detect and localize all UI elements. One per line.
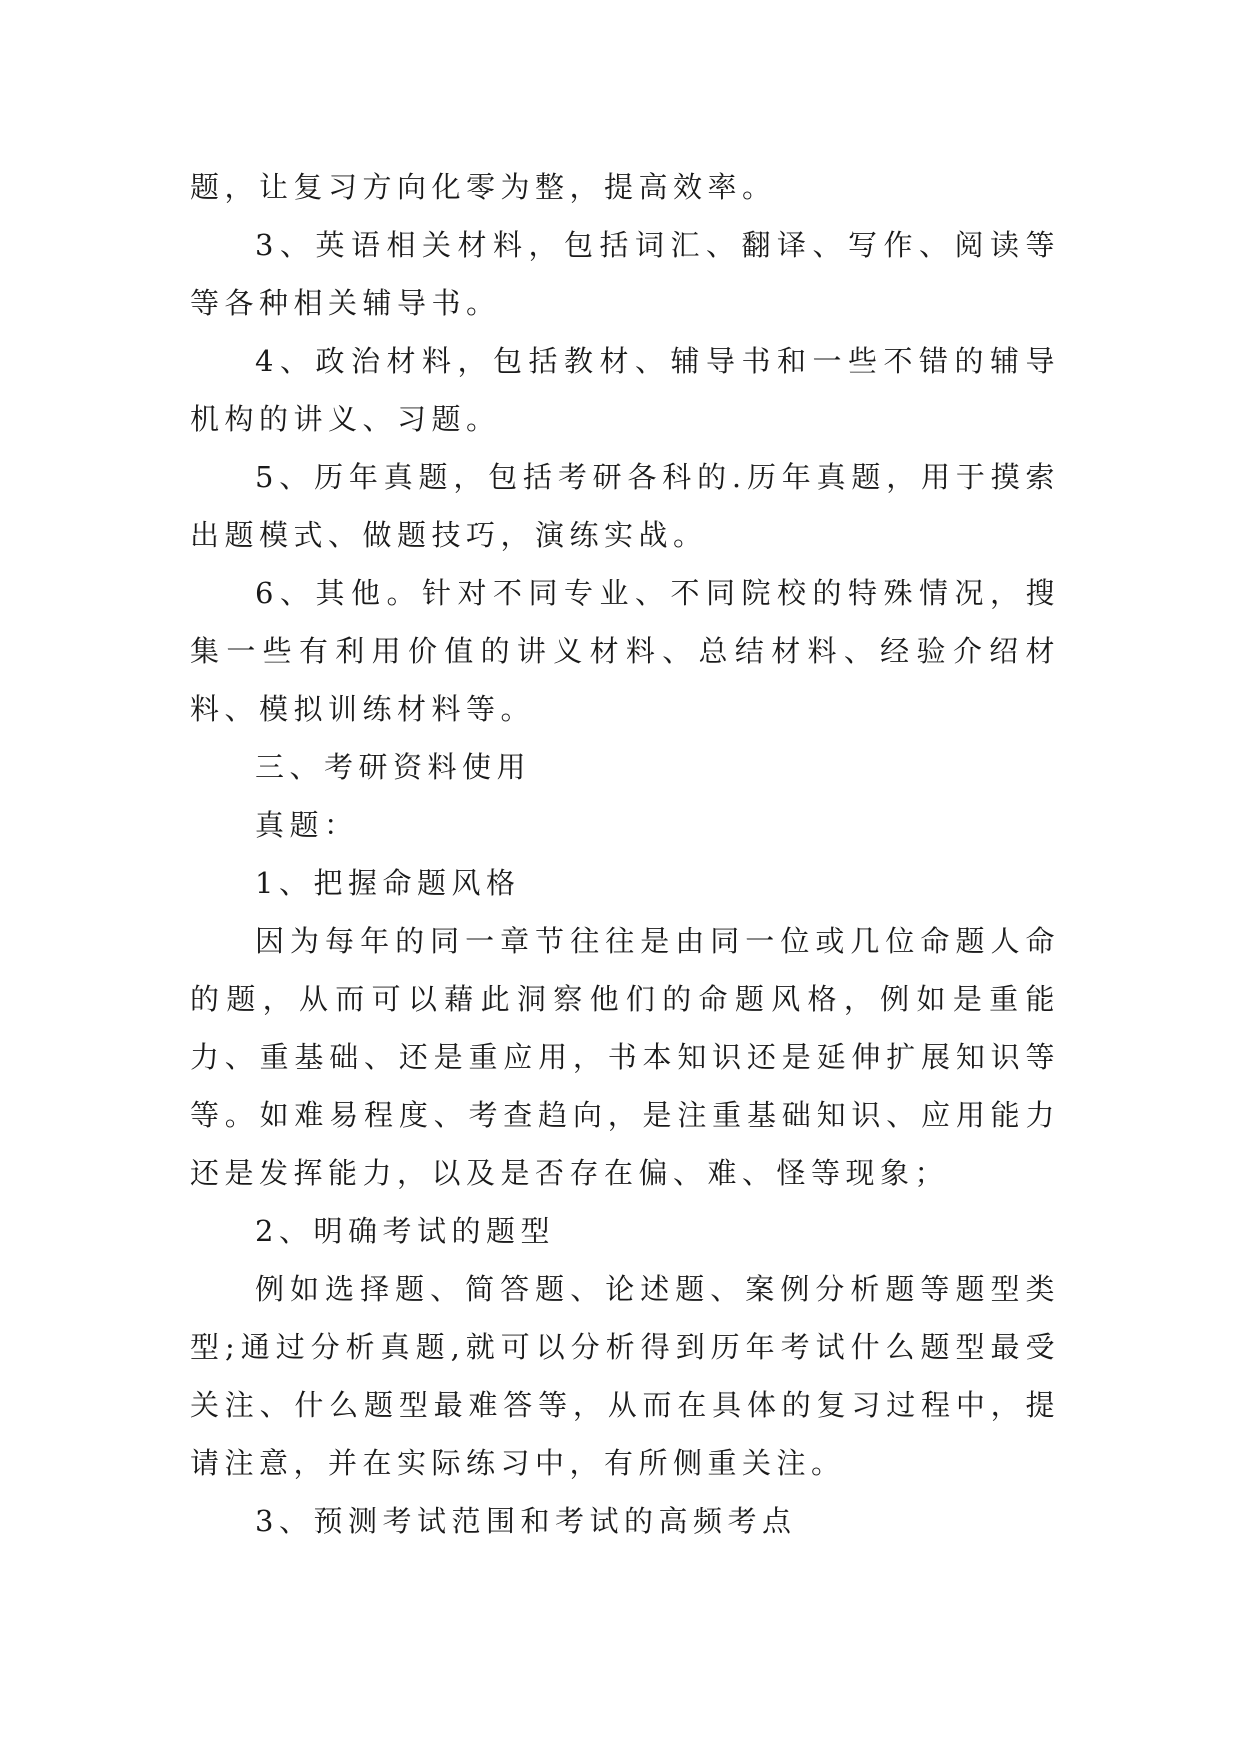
subheading-past-exams: 真题：: [255, 808, 359, 842]
paragraph-past-exams: 5、历年真题，包括考研各科的.历年真题，用于摸索出题模式、做题技巧，演练实战。: [190, 460, 1060, 552]
paragraph-question-style: 因为每年的同一章节往往是由同一位或几位命题人命的题，从而可以藉此洞察他们的命题风格，例如是重能力、重基础、还是重应用，书本知识还是延伸扩展知识等等。如难易程度、考查趋向，是注重基础知识、应用能力还是发挥能力，以及是否存在偏、难、怪等现象；: [190, 924, 1060, 1190]
item-heading-question-style: 1、把握命题风格: [255, 866, 521, 900]
paragraph-other-materials: 6、其他。针对不同专业、不同院校的特殊情况，搜集一些有利用价值的讲义材料、总结材料、经验介绍材料、模拟训练材料等。: [190, 576, 1060, 726]
paragraph-english-materials: 3、英语相关材料，包括词汇、翻译、写作、阅读等等各种相关辅导书。: [190, 228, 1060, 320]
item-heading-question-types: 2、明确考试的题型: [255, 1214, 555, 1248]
paragraph-continuation: 题，让复习方向化零为整，提高效率。: [190, 170, 777, 204]
section-heading-materials-usage: 三、考研资料使用: [255, 750, 532, 784]
paragraph-politics-materials: 4、政治材料，包括教材、辅导书和一些不错的辅导机构的讲义、习题。: [190, 344, 1060, 436]
paragraph-question-types: 例如选择题、简答题、论述题、案例分析题等题型类型;通过分析真题,就可以分析得到历年考试什么题型最受关注、什么题型最难答等，从而在具体的复习过程中，提请注意，并在实际练习中，有所侧重关注。: [190, 1272, 1060, 1480]
item-heading-predict-scope: 3、预测考试范围和考试的高频考点: [255, 1504, 797, 1538]
document-body: [190, 158, 1060, 1550]
